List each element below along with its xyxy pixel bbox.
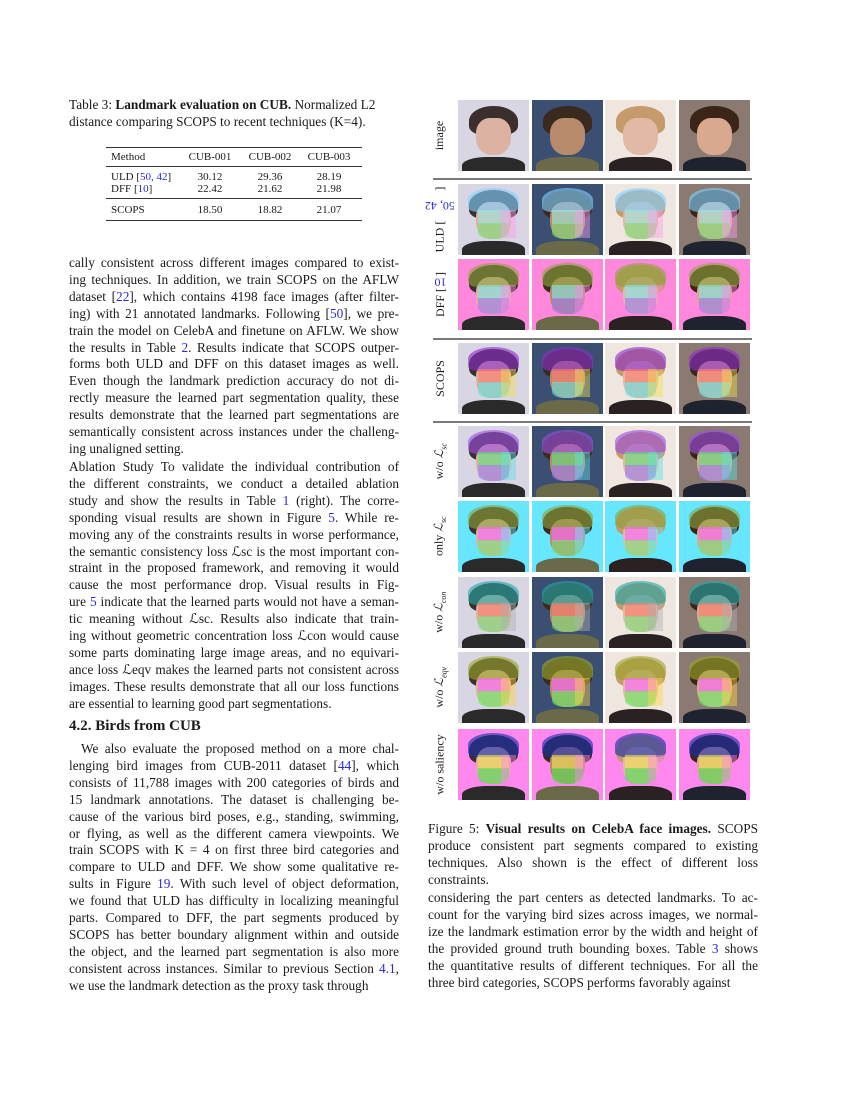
figure-image-tile xyxy=(605,577,676,648)
citation-link[interactable]: 10 xyxy=(434,275,447,290)
figure-row-label: image xyxy=(432,120,447,151)
table-cell-value: 28.19 xyxy=(316,171,342,183)
figure-image-tile xyxy=(458,259,529,330)
citation-link[interactable]: 3 xyxy=(711,940,719,956)
figure5-caption-title: Visual results on CelebA face images. xyxy=(485,821,712,836)
figure-row-label: w/o ℒ$_{eqv}$ xyxy=(431,667,449,708)
text-line: 15 landmark annotations. The dataset is challenging be- xyxy=(69,791,399,807)
figure-image-tile xyxy=(679,652,750,723)
text-line: ing without geometric concentration loss ℒcon would cause xyxy=(69,628,399,644)
figure-row-label: SCOPS xyxy=(432,360,447,397)
text-line: the object, and the learned part segmentation is also more xyxy=(69,943,399,959)
figure-image-tile xyxy=(679,501,750,572)
table3-caption xyxy=(69,96,414,130)
figure-row-separator xyxy=(433,421,752,423)
figure-image-tile xyxy=(532,577,603,648)
figure-image-tile xyxy=(532,501,603,572)
figure-row-label: DFF [10] xyxy=(432,271,447,318)
body-paragraph-cub-continued xyxy=(428,890,758,991)
table-cell-method: ULD [50, 42] xyxy=(111,171,172,183)
figure-row-separator xyxy=(433,178,752,180)
text-line: forms both ULD and DFF on this dataset images as well. xyxy=(69,356,399,372)
text-line: straint in the proposed framework, and removing it would xyxy=(69,560,399,576)
citation-link[interactable]: 10 xyxy=(137,183,149,195)
table-header-cub003: CUB-003 xyxy=(307,151,351,163)
figure-image-tile xyxy=(458,184,529,255)
text-line: ize the landmark estimation error by the width and height of xyxy=(428,923,758,939)
table3 xyxy=(106,147,362,223)
table-bottom-rule xyxy=(106,220,362,221)
figure-image-tile xyxy=(532,259,603,330)
figure-image-tile xyxy=(532,184,603,255)
table-cell-value: 21.62 xyxy=(257,183,283,195)
figure-image-tile xyxy=(458,343,529,414)
figure-image-tile xyxy=(532,729,603,800)
table-top-rule xyxy=(106,147,362,148)
text-line: we use the landmark detection as the proxy task through xyxy=(69,977,369,993)
table-header-rule xyxy=(106,166,362,167)
table3-caption-text: Normalized L2 distance comparing SCOPS to recent techniques (K=4). xyxy=(69,97,376,129)
figure-image-tile xyxy=(605,501,676,572)
citation-link[interactable]: 22 xyxy=(116,288,130,304)
figure-image-tile xyxy=(679,577,750,648)
table-cell-value: 22.42 xyxy=(197,183,223,195)
figure-image-tile xyxy=(605,426,676,497)
citation-link[interactable]: 2 xyxy=(181,339,189,355)
text-line: rectly measure the learned part segmentation quality, these xyxy=(69,390,399,406)
table-cell-method: DFF [10] xyxy=(111,183,153,195)
text-line: ure 5 indicate that the learned parts would not have a seman- xyxy=(69,594,399,610)
text-line: images. These results demonstrate that all our loss functions xyxy=(69,678,399,694)
figure-row-label: ULD [50, 42] xyxy=(425,186,456,253)
figure-image-tile xyxy=(605,652,676,723)
figure5-caption xyxy=(428,820,758,888)
text-line: the quantitative results of different techniques. For all the xyxy=(428,957,758,973)
figure-image-tile xyxy=(532,652,603,723)
figure-image-tile xyxy=(605,343,676,414)
citation-link[interactable]: 5 xyxy=(328,509,335,525)
text-line: are essential to learning good part segmentations. xyxy=(69,695,332,711)
citation-link[interactable]: 4.1 xyxy=(379,960,396,976)
text-line: tic meaning without ℒsc. Results also indicate that train- xyxy=(69,611,399,627)
text-line: train SCOPS with K = 4 on first three bird categories and xyxy=(69,842,399,858)
table-cell-value: 21.07 xyxy=(316,204,342,216)
text-line: compare to ULD and DFF. We show some qualitative re- xyxy=(69,859,399,875)
text-line: ing techniques. In addition, we train SCOPS on the AFLW xyxy=(69,271,399,287)
figure-image-tile xyxy=(679,184,750,255)
text-line: dataset [22], which contains 4198 face images (after filter- xyxy=(69,288,399,304)
citation-link[interactable]: 19 xyxy=(157,876,171,892)
figure-row-label: w/o ℒ$_{sc}$ xyxy=(431,443,449,480)
figure-image-tile xyxy=(679,729,750,800)
figure5-grid xyxy=(425,96,755,806)
text-line: Ablation Study To validate the individual contribution of xyxy=(69,459,399,474)
text-line: train the model on CelebA and finetune on AFLW. We show xyxy=(69,322,399,338)
figure-image-tile xyxy=(605,259,676,330)
section-heading: 4.2. Birds from CUB xyxy=(69,718,201,734)
text-line: results demonstrate that the learned part segmentations are xyxy=(69,407,399,423)
table-cell-value: 18.50 xyxy=(197,204,223,216)
body-paragraph-ablation xyxy=(69,459,399,713)
table-mid-rule xyxy=(106,198,362,199)
table3-caption-title: Landmark evaluation on CUB. xyxy=(115,97,292,112)
text-line: cause the most performance drop. Visual results in Fig- xyxy=(69,577,399,593)
text-line: ance loss ℒeqv makes the learned parts not consistent across xyxy=(69,661,399,677)
text-line: the different constraints, we conduct a detailed ablation xyxy=(69,475,399,491)
text-line: We also evaluate the proposed method on a more chal- xyxy=(81,741,399,756)
figure-row-label: w/o ℒ$_{con}$ xyxy=(431,591,449,634)
citation-link[interactable]: 44 xyxy=(337,757,352,773)
text-line: consists of 11,788 images with 200 categories of birds and xyxy=(69,774,399,790)
table-cell-method: SCOPS xyxy=(111,204,145,216)
figure-image-tile xyxy=(679,426,750,497)
text-line: the semantic consistency loss ℒsc is the most important con- xyxy=(69,543,399,559)
text-line: study and show the results in Table 1 (right). The corre- xyxy=(69,492,400,508)
text-line: cally consistent across different images compared to exist- xyxy=(69,255,399,270)
text-line: we found that ULD has difficulty in localizing meaningful xyxy=(69,893,399,909)
text-line: or flying, as well as the different camera viewpoints. We xyxy=(69,825,399,841)
figure-image-tile xyxy=(458,652,529,723)
figure-image-tile xyxy=(679,259,750,330)
figure5-caption-prefix: Figure 5: xyxy=(428,821,480,836)
table-cell-value: 21.98 xyxy=(316,183,342,195)
figure-image-tile xyxy=(458,501,529,572)
citation-link[interactable]: 50 xyxy=(330,305,344,321)
text-line: ing unaligned setting. xyxy=(69,440,184,456)
figure-row-separator xyxy=(433,338,752,340)
figure-image-tile xyxy=(679,100,750,171)
table-header-cub002: CUB-002 xyxy=(248,151,292,163)
figure-image-tile xyxy=(605,184,676,255)
text-line: cause of the various bird poses, e.g., standing, swimming, xyxy=(69,808,399,824)
text-line: considering the part centers as detected landmarks. To ac- xyxy=(428,890,758,905)
text-line: parts. Compared to DFF, the part segments produced by xyxy=(69,910,399,926)
text-line: lenging bird images from CUB-2011 dataset [44], which xyxy=(69,757,399,773)
text-line: sponding visual results are shown in Figure 5. While re- xyxy=(69,509,399,525)
table3-caption-prefix: Table 3: xyxy=(69,97,113,112)
figure-image-tile xyxy=(458,729,529,800)
citation-link[interactable]: 1 xyxy=(282,492,290,508)
text-line: ing) with 21 annotated landmarks. Following [50], we pre- xyxy=(69,305,400,321)
figure-image-tile xyxy=(532,343,603,414)
citation-link[interactable]: 50, 42 xyxy=(140,171,168,183)
text-line: semantically consistent across instances under the challeng- xyxy=(69,424,399,440)
figure-image-tile xyxy=(458,577,529,648)
text-line: some parts dominating large image areas, and no equivari- xyxy=(69,644,399,660)
table-cell-value: 29.36 xyxy=(257,171,283,183)
text-line: three bird categories, SCOPS performs favorably against xyxy=(428,974,731,990)
body-paragraph-cub xyxy=(69,741,399,995)
figure-image-tile xyxy=(605,729,676,800)
citation-link[interactable]: 50, 42 xyxy=(425,199,456,214)
text-line: the provided ground truth bounding boxes. Table 3 shows xyxy=(428,940,758,956)
text-line: the results in Table 2. Results indicate that SCOPS outper- xyxy=(69,339,399,355)
text-line: count for the varying bird sizes across images, we normal- xyxy=(428,906,758,922)
body-paragraph-aflw xyxy=(69,255,399,458)
text-line: moving any of the constraints results in worse performance, xyxy=(69,526,399,542)
figure-image-tile xyxy=(605,100,676,171)
figure5-caption-text: SCOPS produce consistent part segments compared to existing techniques. Also shown is the effect of different loss constraints. xyxy=(428,821,758,887)
figure-row-label: w/o saliency xyxy=(432,734,447,795)
table-cell-value: 18.82 xyxy=(257,204,283,216)
text-line: sults in Figure 19. With such level of object deformation, xyxy=(69,876,399,892)
figure-image-tile xyxy=(458,426,529,497)
text-line: Even though the landmark prediction accuracy do not di- xyxy=(69,373,399,389)
table-header-method: Method xyxy=(111,151,146,163)
citation-link[interactable]: 5 xyxy=(89,594,97,610)
figure-row-label: only ℒ$_{sc}$ xyxy=(431,516,449,557)
text-line: consistent across instances. Similar to previous Section 4.1, xyxy=(69,960,399,976)
figure-image-tile xyxy=(532,426,603,497)
figure-image-tile xyxy=(532,100,603,171)
table-cell-value: 30.12 xyxy=(197,171,223,183)
figure-image-tile xyxy=(458,100,529,171)
figure-image-tile xyxy=(679,343,750,414)
table-header-cub001: CUB-001 xyxy=(188,151,232,163)
text-line: SCOPS has better boundary alignment within and outside xyxy=(69,926,399,942)
